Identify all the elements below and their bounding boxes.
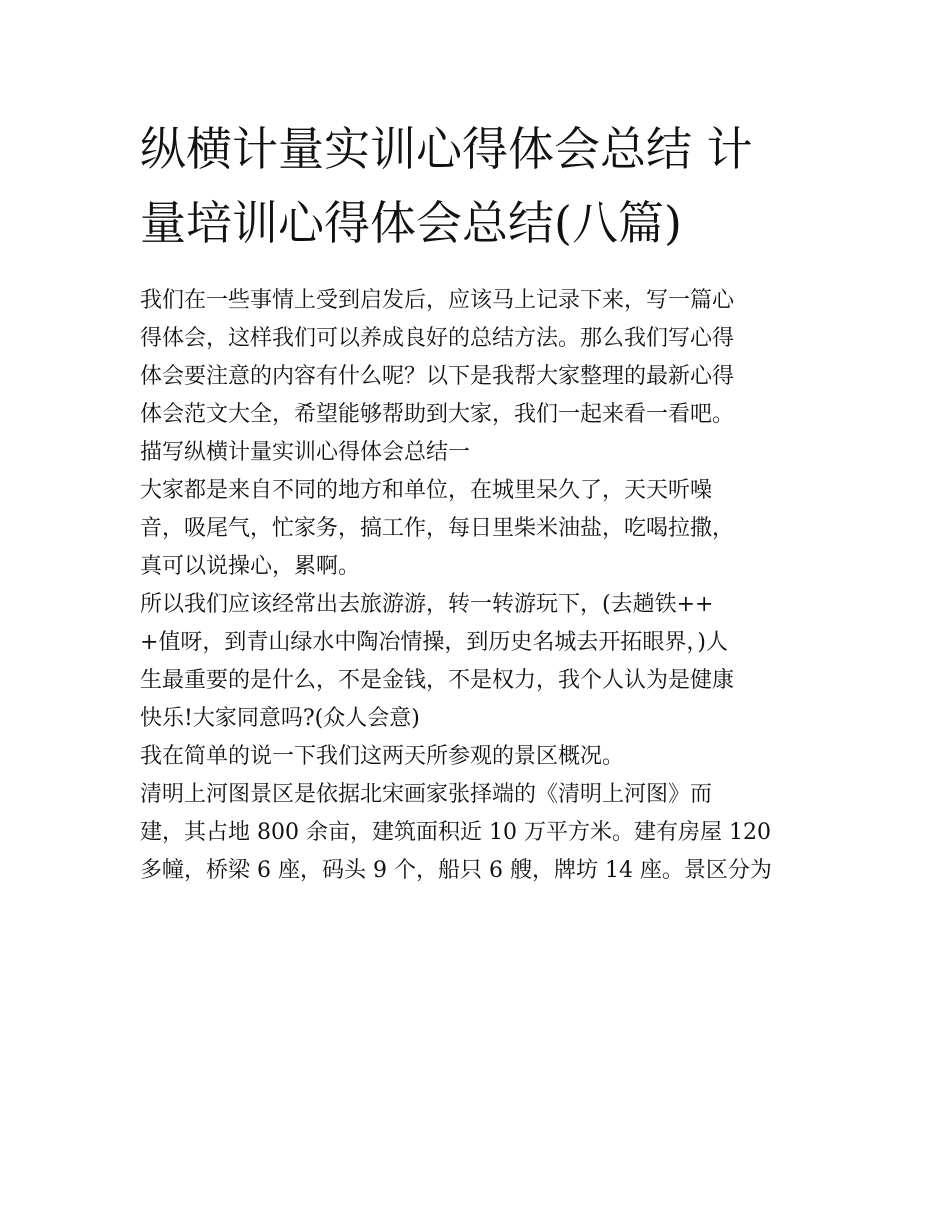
intro-line: 我们在一些事情上受到启发后，应该马上记录下来，写一篇心 xyxy=(140,288,735,313)
document-body xyxy=(140,282,820,890)
paragraph-line: +值呀，到青山绿水中陶冶情操，到历史名城去开拓眼界，)人 xyxy=(140,630,729,655)
intro-line: 体会范文大全，希望能够帮助到大家，我们一起来看一看吧。 xyxy=(140,402,735,427)
paragraph-line: 建，其占地 800 余亩，建筑面积近 10 万平方米。建有房屋 120 xyxy=(140,820,771,845)
document-title xyxy=(140,112,820,260)
section-heading: 描写纵横计量实训心得体会总结一 xyxy=(140,440,471,465)
intro-line: 体会要注意的内容有什么呢？以下是我帮大家整理的最新心得 xyxy=(140,364,735,389)
paragraph-line: 清明上河图景区是依据北宋画家张择端的《清明上河图》而 xyxy=(140,782,713,807)
paragraph-line: 快乐!大家同意吗?(众人会意) xyxy=(140,706,420,731)
paragraph-line: 多幢，桥梁 6 座，码头 9 个，船只 6 艘，牌坊 14 座。景区分为 xyxy=(140,858,772,883)
paragraph-line: 所以我们应该经常出去旅游游，转一转游玩下，(去趟铁++ xyxy=(140,592,714,617)
paragraph-line: 生最重要的是什么，不是金钱，不是权力，我个人认为是健康 xyxy=(140,668,735,693)
paragraph-line: 我在简单的说一下我们这两天所参观的景区概况。 xyxy=(140,744,625,769)
paragraph-line: 大家都是来自不同的地方和单位，在城里呆久了，天天听噪 xyxy=(140,478,713,503)
title-line: 纵横计量实训心得体会总结 计 xyxy=(140,122,753,176)
paragraph-line: 音，吸尾气，忙家务，搞工作，每日里柴米油盐，吃喝拉撒， xyxy=(140,516,735,541)
paragraph-line: 真可以说操心，累啊。 xyxy=(140,554,361,579)
title-line: 量培训心得体会总结(八篇) xyxy=(140,196,682,250)
intro-line: 得体会，这样我们可以养成良好的总结方法。那么我们写心得 xyxy=(140,326,735,351)
